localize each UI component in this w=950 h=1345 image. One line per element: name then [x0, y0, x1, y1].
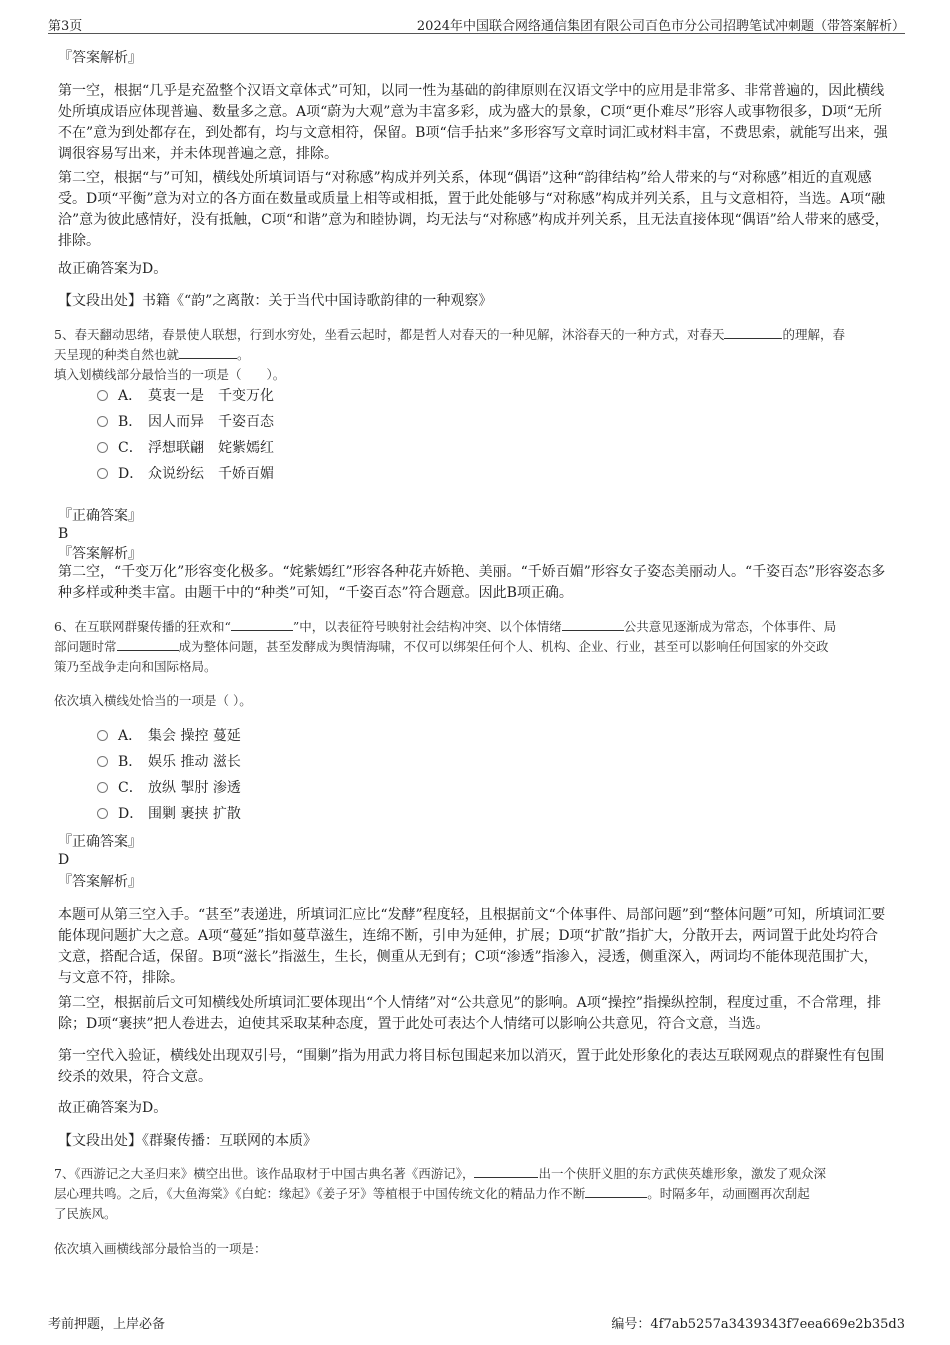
- q6-analysis-p1: 本题可从第三空入手。“甚至”表递进，所填词汇应比“发酵”程度轻，且根据前文“个体事件、局部问题”到“整体问题”可知，所填词汇要能体现问题扩大之意。A项“蔓延”指如蔓草滋生，连绵不断，引申为延伸，扩展；D项“扩散”指扩大，分散开去，两词置于此处均符合文意，搭配合适，保留。B项“滋长”指滋生，生长，侧重从无到有；C项“渗透”指渗入，浸透，侧重深入，两词均不能体现范围扩大，与文意不符，排除。: [58, 907, 886, 986]
- q5-answer-heading: 『正确答案』: [58, 508, 142, 524]
- footer-slogan: 考前押题，上岸必备: [48, 1317, 166, 1332]
- radio-button: [97, 468, 108, 479]
- blank-line: [562, 618, 624, 631]
- blank-line: [474, 1165, 538, 1178]
- document-title: 2024年中国联合网络通信集团有限公司百色市分公司招聘笔试冲刺题（带答案解析）: [416, 19, 905, 34]
- q6-option-d[interactable]: D． 围剿 裹挟 扩散: [97, 804, 241, 824]
- header-divider: [48, 33, 905, 34]
- q6-analysis-p2: 第二空，根据前后文可知横线处所填词汇要体现出“个人情绪”对“公共意见”的影响。A项“操控”指操纵控制，程度过重，不合常理，排除；D项“裹挟”把人卷进去，迫使其采取某种态度，置于此处可表达个人情绪可以影响公共意见，符合文意，当选。: [58, 995, 882, 1032]
- q7-prompt: 依次填入画横线部分最恰当的一项是：: [54, 1241, 267, 1256]
- footer-doc-id: 编号：4f7ab5257a3439343f7eea669e2b35d3: [611, 1317, 905, 1332]
- q6-option-b[interactable]: B． 娱乐 推动 滋长: [97, 752, 241, 772]
- q4-analysis-heading: 『答案解析』: [58, 50, 142, 66]
- q6-answer-heading: 『正确答案』: [58, 834, 142, 850]
- q4-source: 【文段出处】书籍《“韵”之离散：关于当代中国诗歌韵律的一种观察》: [58, 293, 493, 309]
- q4-analysis-p1: 第一空，根据“几乎是充盈整个汉语文章体式”可知，以同一性为基础的韵律原则在汉语文学中的应用是非常多、非常普遍的，因此横线处所填成语应体现普遍、数量多之意。A项“蔚为大观”意为丰富多彩，成为盛大的景象，C项“更仆难尽”形容人或事物很多，D项“无所不在”意为到处都存在，到处都有，均与文意相符，保留。B项“信手拈来”多形容写文章时词汇或材料丰富，不费思索，就能写出来，强调很容易写出来，并未体现普遍之意，排除。: [58, 83, 888, 162]
- q6-analysis-p3: 第一空代入验证，横线处出现双引号，“围剿”指为用武力将目标包围起来加以消灭，置于此处形象化的表达互联网观点的群聚性有包围绞杀的效果，符合文意。: [58, 1048, 885, 1085]
- q6-conclusion: 故正确答案为D。: [58, 1100, 168, 1116]
- q6-source: 【文段出处】《群聚传播：互联网的本质》: [58, 1133, 317, 1149]
- q4-analysis-p2: 第二空，根据“与”可知，横线处所填词语与“对称感”构成并列关系，体现“偶语”这种“韵律结构”给人带来的与“对称感”相近的直观感受。D项“平衡”意为对立的各方面在数量或质量上相等或相抵，置于此处能够与“对称感”构成并列关系，且与文意相符，当选。A项“融洽”意为彼此感情好，没有抵触，C项“和谐”意为和睦协调，均无法与“对称感”构成并列关系，且无法直接体现“偶语”给人带来的感受，排除。: [58, 170, 889, 249]
- q5-option-b[interactable]: B． 因人而异 千姿百态: [97, 412, 274, 432]
- q5-analysis: 第二空，“千变万化”形容变化极多。“姹紫嫣红”形容各种花卉娇艳、美丽。“千娇百媚”形容女子姿态美丽动人。“千姿百态”形容姿态多种多样或种类丰富。由题干中的“种类”可知，“千姿百态”符合题意。因此B项正确。: [58, 564, 886, 601]
- radio-button: [97, 782, 108, 793]
- q5-option-c[interactable]: C． 浮想联翩 姹紫嫣红: [97, 438, 274, 458]
- blank-line: [117, 638, 179, 651]
- q6-option-c[interactable]: C． 放纵 掣肘 渗透: [97, 778, 241, 798]
- q6-stem: 6、在互联网群聚传播的狂欢和“ ”中，以表征符号映射社会结构冲突、以个体情绪 公共意见逐渐成为常态，个体事件、局 部问题时常 成为整体问题，甚至发酵成为舆情海啸，不仅可以绑架任何个人、机构、企业、行业，甚至可以影响任何国家的外交政 策乃至战争走向和国际格局。: [54, 619, 837, 674]
- q5-prompt: 填入划横线部分最恰当的一项是（ ）。: [54, 367, 286, 382]
- q5-stem: 5、春天翻动思绪，春景使人联想，行到水穷处，坐看云起时，都是哲人对春天的一种见解，沐浴春天的一种方式，对春天 的理解，春 天呈现的种类自然也就 。: [54, 327, 845, 362]
- q7-stem: 7、《西游记之大圣归来》横空出世。该作品取材于中国古典名著《西游记》， 出一个侠肝义胆的东方武侠英雄形象，激发了观众深 层心理共鸣。之后，《大鱼海棠》《白蛇：缘起》《姜子牙》等植根于中国传统文化的精品力作不断 。时隔多年，动画圈再次刮起 了民族风。: [54, 1166, 826, 1221]
- radio-button: [97, 730, 108, 741]
- q5-option-d[interactable]: D． 众说纷纭 千娇百媚: [97, 464, 274, 484]
- q6-answer: D: [58, 852, 70, 868]
- q5-analysis-heading: 『答案解析』: [58, 546, 142, 562]
- blank-line: [179, 346, 237, 359]
- blank-line: [724, 326, 782, 339]
- q4-conclusion: 故正确答案为D。: [58, 261, 168, 277]
- blank-line: [231, 618, 293, 631]
- radio-button: [97, 416, 108, 427]
- q6-prompt: 依次填入横线处恰当的一项是（ ）。: [54, 693, 252, 708]
- q6-option-a[interactable]: A． 集会 操控 蔓延: [97, 726, 241, 746]
- q5-answer: B: [58, 526, 69, 542]
- radio-button: [97, 442, 108, 453]
- q5-option-a[interactable]: A． 莫衷一是 千变万化: [97, 386, 274, 406]
- radio-button: [97, 390, 108, 401]
- page-number: 第3页: [48, 19, 83, 34]
- blank-line: [585, 1185, 647, 1198]
- radio-button: [97, 808, 108, 819]
- radio-button: [97, 756, 108, 767]
- q6-analysis-heading: 『答案解析』: [58, 874, 142, 890]
